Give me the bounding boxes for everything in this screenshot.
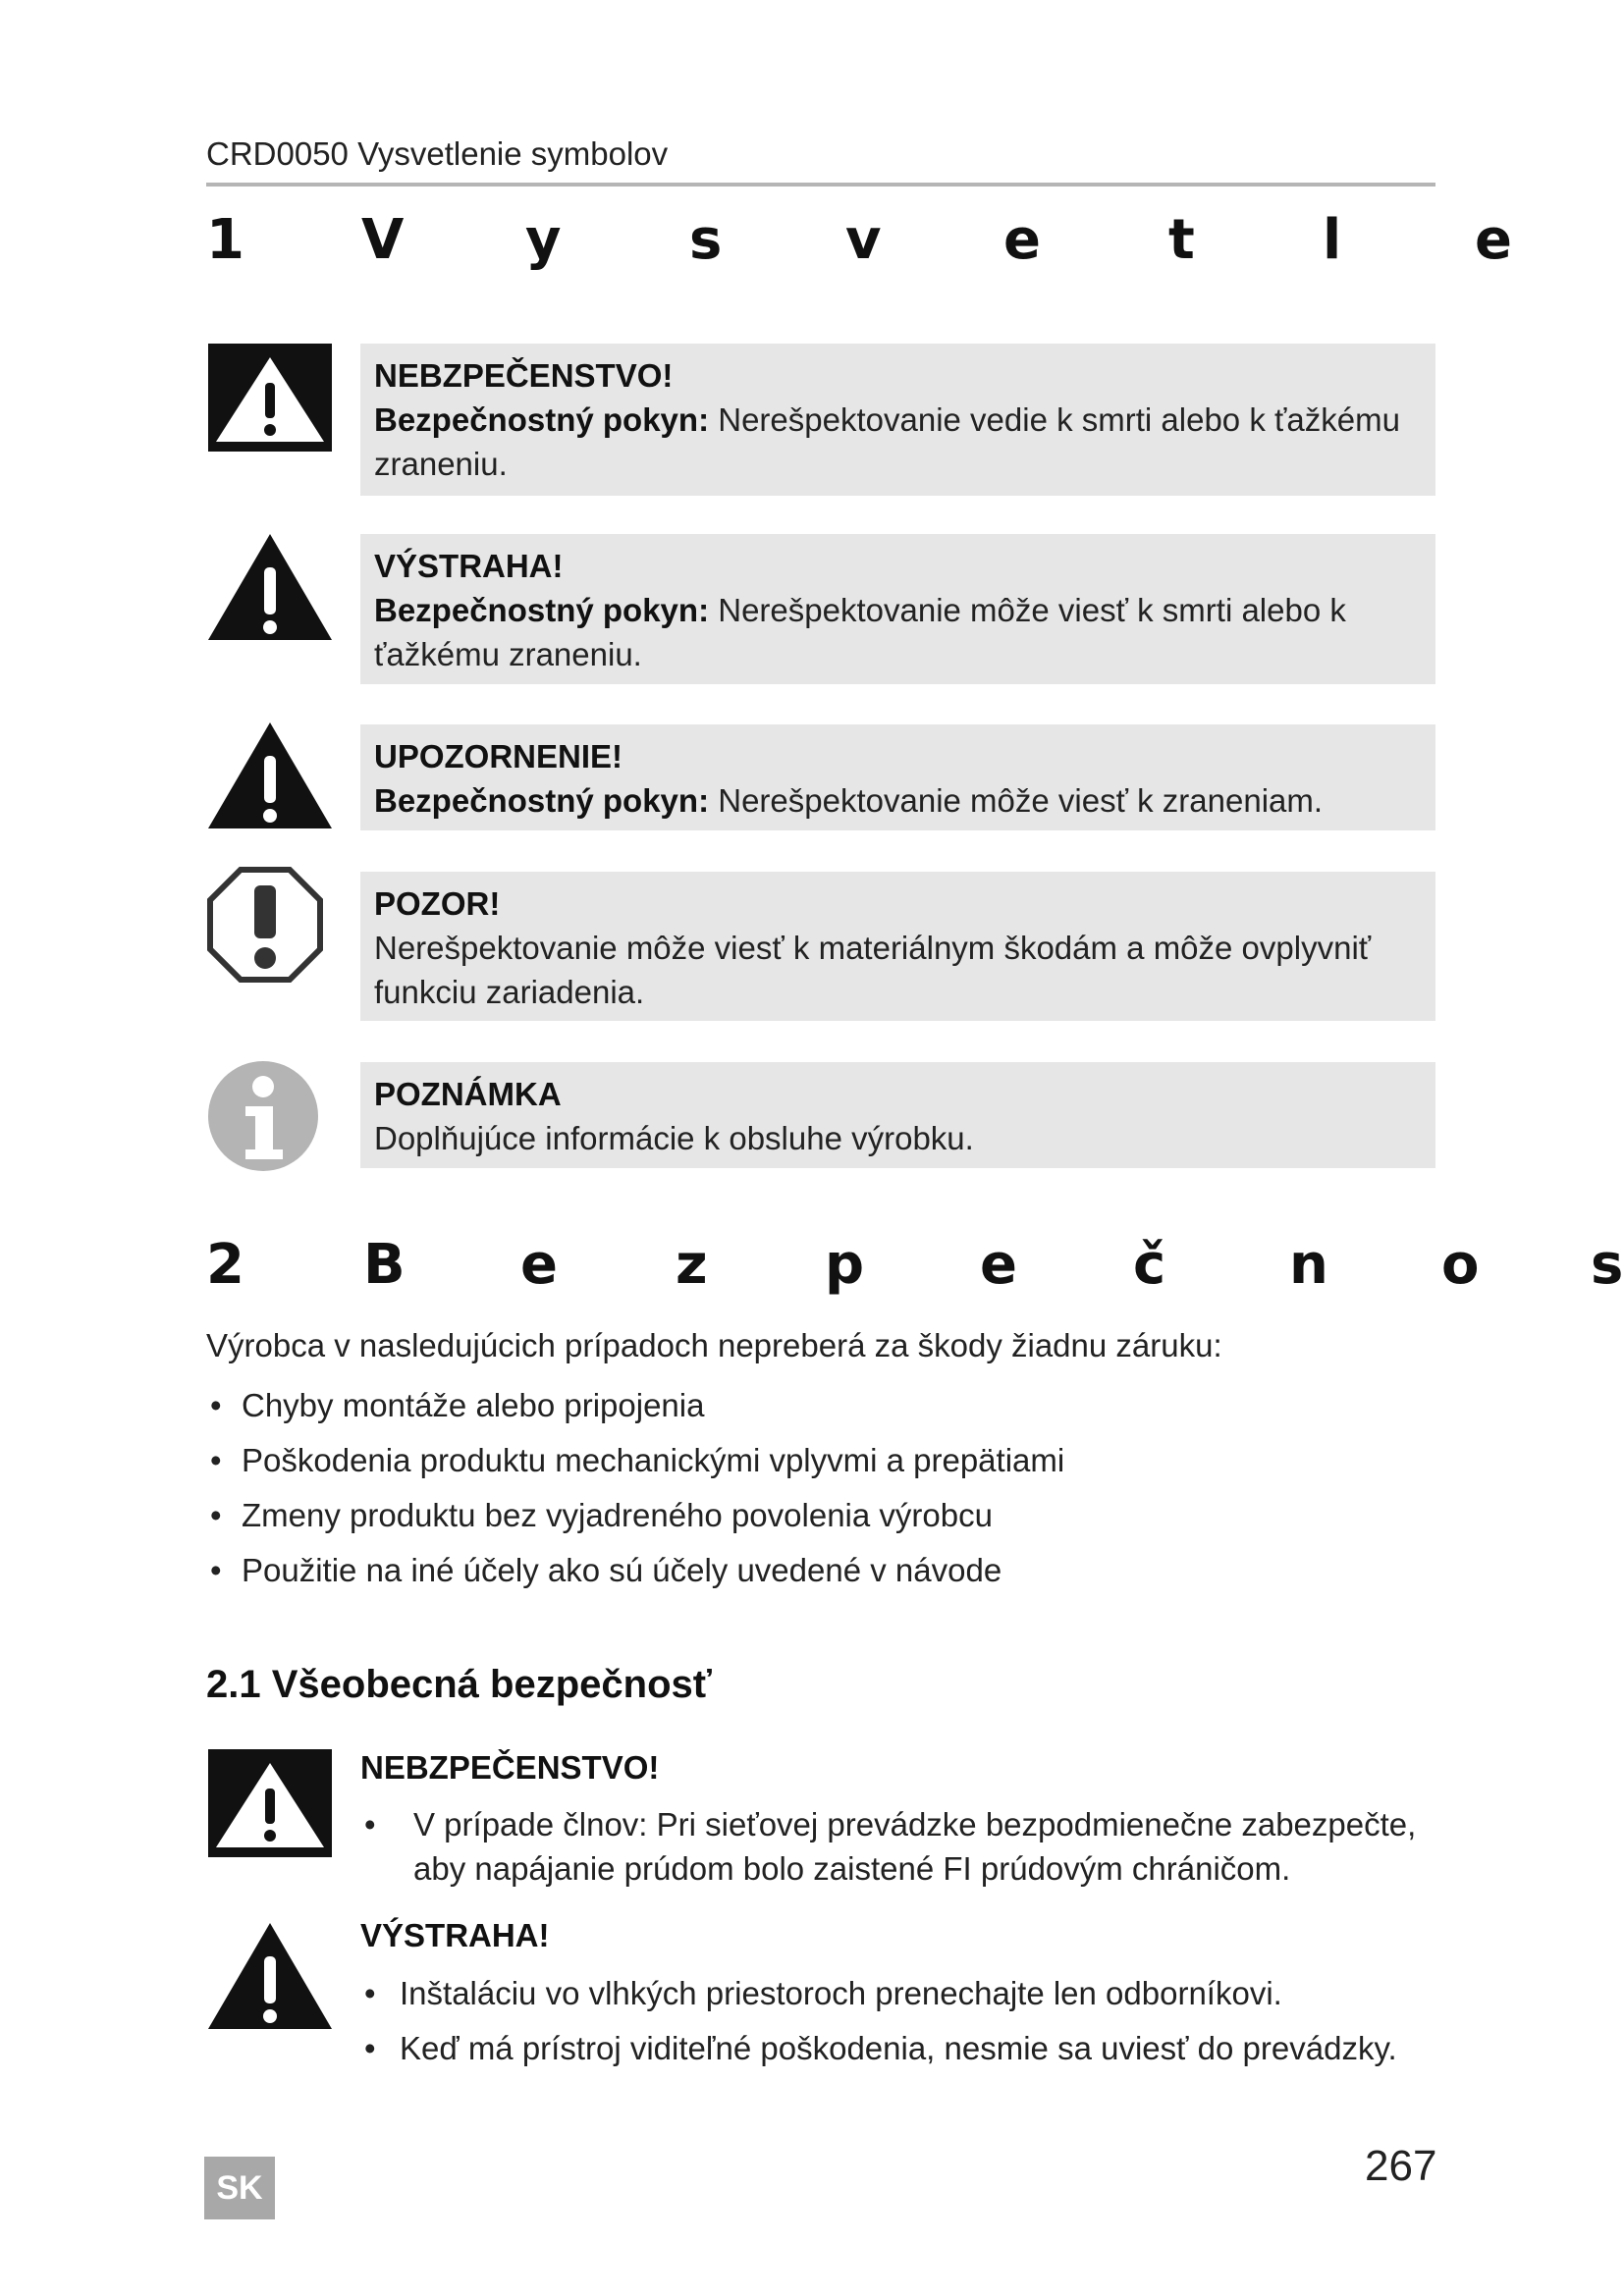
heading-char: n xyxy=(1289,1233,1328,1297)
info-icon xyxy=(206,1057,334,1175)
notice-label: VÝSTRAHA! xyxy=(374,548,564,584)
section-1-heading xyxy=(206,208,1624,287)
heading-char: v xyxy=(845,208,882,272)
notice-text: Nerešpektovanie môže viesť k zraneniam. xyxy=(709,782,1324,819)
notice-text: Nerešpektovanie môže viesť k smrti alebo k ťažkému zraneniu. xyxy=(374,592,1346,672)
notice-attention xyxy=(360,872,1435,1021)
heading-char: e xyxy=(520,1233,558,1297)
warning-list xyxy=(360,1971,1440,2081)
heading-char: B xyxy=(363,1233,406,1297)
heading-char: 1 xyxy=(206,208,244,272)
heading-char: č xyxy=(1133,1233,1166,1297)
notice-label: POZOR! xyxy=(374,885,501,922)
heading-char: y xyxy=(525,208,562,272)
heading-char: s xyxy=(689,208,723,272)
notice-label: POZNÁMKA xyxy=(374,1076,562,1112)
list-item: • Inštaláciu vo vlhkých priestoroch prenechajte len odborníkovi. xyxy=(360,1971,1440,2015)
section-2-heading xyxy=(206,1233,1624,1311)
notice-danger xyxy=(360,344,1435,496)
caution-triangle-icon xyxy=(206,719,334,836)
running-header: CRD0050 Vysvetlenie symbolov xyxy=(206,135,669,172)
notice-text: Doplňujúce informácie k obsluhe výrobku. xyxy=(374,1120,974,1156)
heading-char: e xyxy=(1003,208,1041,272)
heading-char: l xyxy=(1323,208,1342,272)
notice-label: NEBZPEČENSTVO! xyxy=(374,357,674,394)
language-badge: SK xyxy=(204,2157,275,2219)
heading-char: p xyxy=(825,1233,865,1297)
notice-prefix: Bezpečnostný pokyn: xyxy=(374,592,710,628)
heading-char: z xyxy=(676,1233,708,1297)
subsection-title: 2.1 Všeobecná bezpečnosť xyxy=(206,1663,712,1706)
heading-char: e xyxy=(980,1233,1017,1297)
attention-octagon-icon xyxy=(206,866,334,984)
notice-prefix: Bezpečnostný pokyn: xyxy=(374,782,710,819)
list-item: • V prípade člnov: Pri sieťovej prevádzke bezpodmienečne zabezpečte, aby napájanie prúdom bolo zaistené FI prúdovým chráničom. xyxy=(360,1802,1440,1891)
notice-note xyxy=(360,1062,1435,1168)
notice-text: Nerešpektovanie vedie k smrti alebo k ťažkému zraneniu. xyxy=(374,401,1400,482)
danger-list xyxy=(360,1802,1440,1891)
danger-warning-icon xyxy=(206,1749,334,1867)
section-2-intro: Výrobca v nasledujúcich prípadoch nepreberá za škody žiadnu záruku: xyxy=(206,1327,1222,1363)
list-item: • Zmeny produktu bez vyjadreného povolenia výrobcu xyxy=(206,1488,1064,1543)
list-item: • Chyby montáže alebo pripojenia xyxy=(206,1378,1064,1433)
notice-warning xyxy=(360,534,1435,684)
notice-label: UPOZORNENIE! xyxy=(374,738,623,774)
danger-label: NEBZPEČENSTVO! xyxy=(360,1749,660,1786)
warranty-exclusion-list xyxy=(206,1378,1064,1598)
page-number: 267 xyxy=(1365,2142,1437,2190)
heading-char: t xyxy=(1168,208,1195,272)
heading-char: s xyxy=(1591,1233,1624,1297)
list-item: • Keď má prístroj viditeľné poškodenia, nesmie sa uviesť do prevádzky. xyxy=(360,2026,1440,2070)
warning-triangle-icon xyxy=(206,1919,334,2037)
warning-triangle-icon xyxy=(206,530,334,648)
danger-warning-icon xyxy=(206,344,334,461)
notice-caution xyxy=(360,724,1435,830)
list-item: • Poškodenia produktu mechanickými vplyvmi a prepätiami xyxy=(206,1433,1064,1488)
heading-char: o xyxy=(1441,1233,1480,1297)
notice-prefix: Bezpečnostný pokyn: xyxy=(374,401,710,438)
notice-text: Nerešpektovanie môže viesť k materiálnym škodám a môže ovplyvniť funkciu zariadenia. xyxy=(374,930,1372,1010)
warning-label: VÝSTRAHA! xyxy=(360,1917,550,1953)
heading-char: 2 xyxy=(206,1233,244,1297)
heading-char: e xyxy=(1475,208,1512,272)
list-item: • Použitie na iné účely ako sú účely uvedené v návode xyxy=(206,1543,1064,1598)
header-divider xyxy=(206,183,1435,187)
heading-char: V xyxy=(361,208,405,272)
